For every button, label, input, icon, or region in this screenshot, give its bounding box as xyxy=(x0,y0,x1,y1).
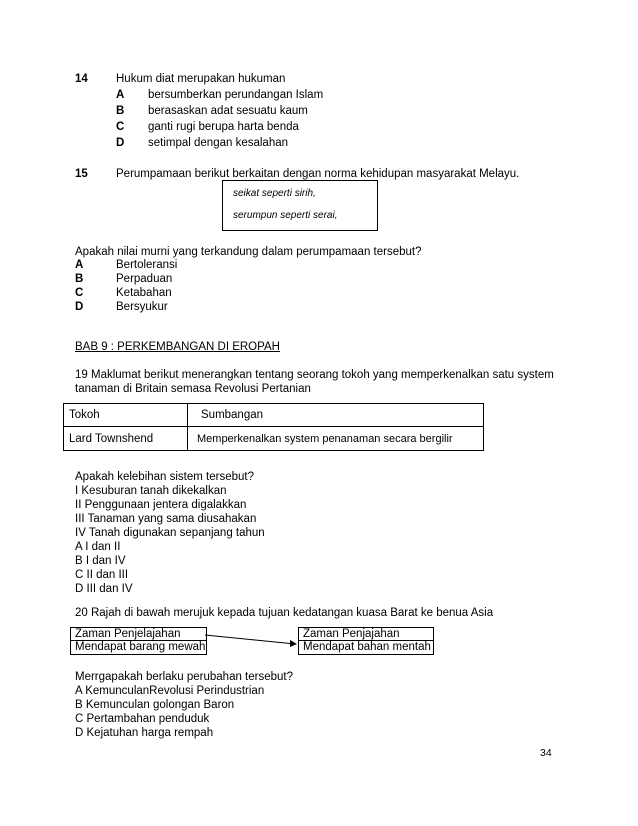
q14-option-text: bersumberkan perundangan Islam xyxy=(148,89,324,101)
q15-option-text: Ketabahan xyxy=(116,287,172,299)
q19-statement: I Kesuburan tanah dikekalkan xyxy=(75,485,227,497)
q20-left-box xyxy=(70,627,207,655)
q14-option-letter: C xyxy=(116,121,125,133)
q15-option-letter: A xyxy=(75,259,84,271)
q15-option-letter: C xyxy=(75,287,84,299)
section-heading: BAB 9 : PERKEMBANGAN DI EROPAH xyxy=(75,341,280,353)
q14-option-text: berasaskan adat sesuatu kaum xyxy=(148,105,308,117)
q19-table-row-divider xyxy=(64,426,483,427)
q15-quote-line2: serumpun seperti serai, xyxy=(233,210,338,221)
q20-arrow-line xyxy=(205,635,295,644)
q19-table-header: Tokoh xyxy=(69,409,100,421)
q19-table-cell: Lard Townshend xyxy=(69,433,154,445)
q20-prompt: Merrgapakah berlaku perubahan tersebut? xyxy=(75,671,294,683)
q19-option: A I dan II xyxy=(75,541,121,553)
q19-statement: II Penggunaan jentera digalakkan xyxy=(75,499,247,511)
q15-quote-line1: seikat seperti sirih, xyxy=(233,188,316,199)
q15-option-text: Bertoleransi xyxy=(116,259,178,271)
q14-question: Hukum diat merupakan hukuman xyxy=(116,73,286,85)
q19-line2: tanaman di Britain semasa Revolusi Pertanian xyxy=(75,383,311,395)
q20-right-subtitle: Mendapat bahan mentah xyxy=(303,641,431,653)
q14-number: 14 xyxy=(75,73,88,85)
q14-option-letter: A xyxy=(116,89,125,101)
q14-option-text: setimpal dengan kesalahan xyxy=(148,137,289,149)
q19-prompt: Apakah kelebihan sistem tersebut? xyxy=(75,471,254,483)
q19-table-cell: Memperkenalkan system penanaman secara bergilir xyxy=(197,433,453,445)
q14-option-letter: D xyxy=(116,137,125,149)
q19-option: D III dan IV xyxy=(75,583,133,595)
q15-option-text: Perpaduan xyxy=(116,273,173,285)
q20-left-title: Zaman Penjelajahan xyxy=(75,628,181,640)
q20-option: A KemunculanRevolusi Perindustrian xyxy=(75,685,265,697)
q20-option: D Kejatuhan harga rempah xyxy=(75,727,214,739)
q15-option-letter: D xyxy=(75,301,84,313)
q20-right-box xyxy=(298,627,434,655)
q19-table xyxy=(63,403,484,451)
q14-option-letter: B xyxy=(116,105,125,117)
q19-statement: III Tanaman yang sama diusahakan xyxy=(75,513,257,525)
q20-left-subtitle: Mendapat barang mewah xyxy=(75,641,206,653)
q19-table-header: Sumbangan xyxy=(201,409,264,421)
q20-right-title: Zaman Penjajahan xyxy=(303,628,400,640)
q20-line1: 20 Rajah di bawah merujuk kepada tujuan kedatangan kuasa Barat ke benua Asia xyxy=(75,607,494,619)
q19-line1: 19 Maklumat berikut menerangkan tentang seorang tokoh yang memperkenalkan satu system xyxy=(75,369,554,381)
q15-quote-box xyxy=(222,180,378,231)
q15-prompt: Apakah nilai murni yang terkandung dalam perumpamaan tersebut? xyxy=(75,246,422,258)
q19-table-col-divider xyxy=(187,404,188,450)
q20-option: B Kemunculan golongan Baron xyxy=(75,699,235,711)
page-number: 34 xyxy=(540,747,552,759)
q14-option-text: ganti rugi berupa harta benda xyxy=(148,121,299,133)
q15-option-text: Bersyukur xyxy=(116,301,168,313)
q20-arrow xyxy=(205,633,301,647)
q19-statement: IV Tanah digunakan sepanjang tahun xyxy=(75,527,265,539)
q15-number: 15 xyxy=(75,168,88,180)
q19-option: C II dan III xyxy=(75,569,129,581)
q15-question: Perumpamaan berikut berkaitan dengan norma kehidupan masyarakat Melayu. xyxy=(116,168,520,180)
q20-option: C Pertambahan penduduk xyxy=(75,713,210,725)
q15-option-letter: B xyxy=(75,273,84,285)
q19-option: B I dan IV xyxy=(75,555,126,567)
q20-arrow-head xyxy=(290,640,297,647)
